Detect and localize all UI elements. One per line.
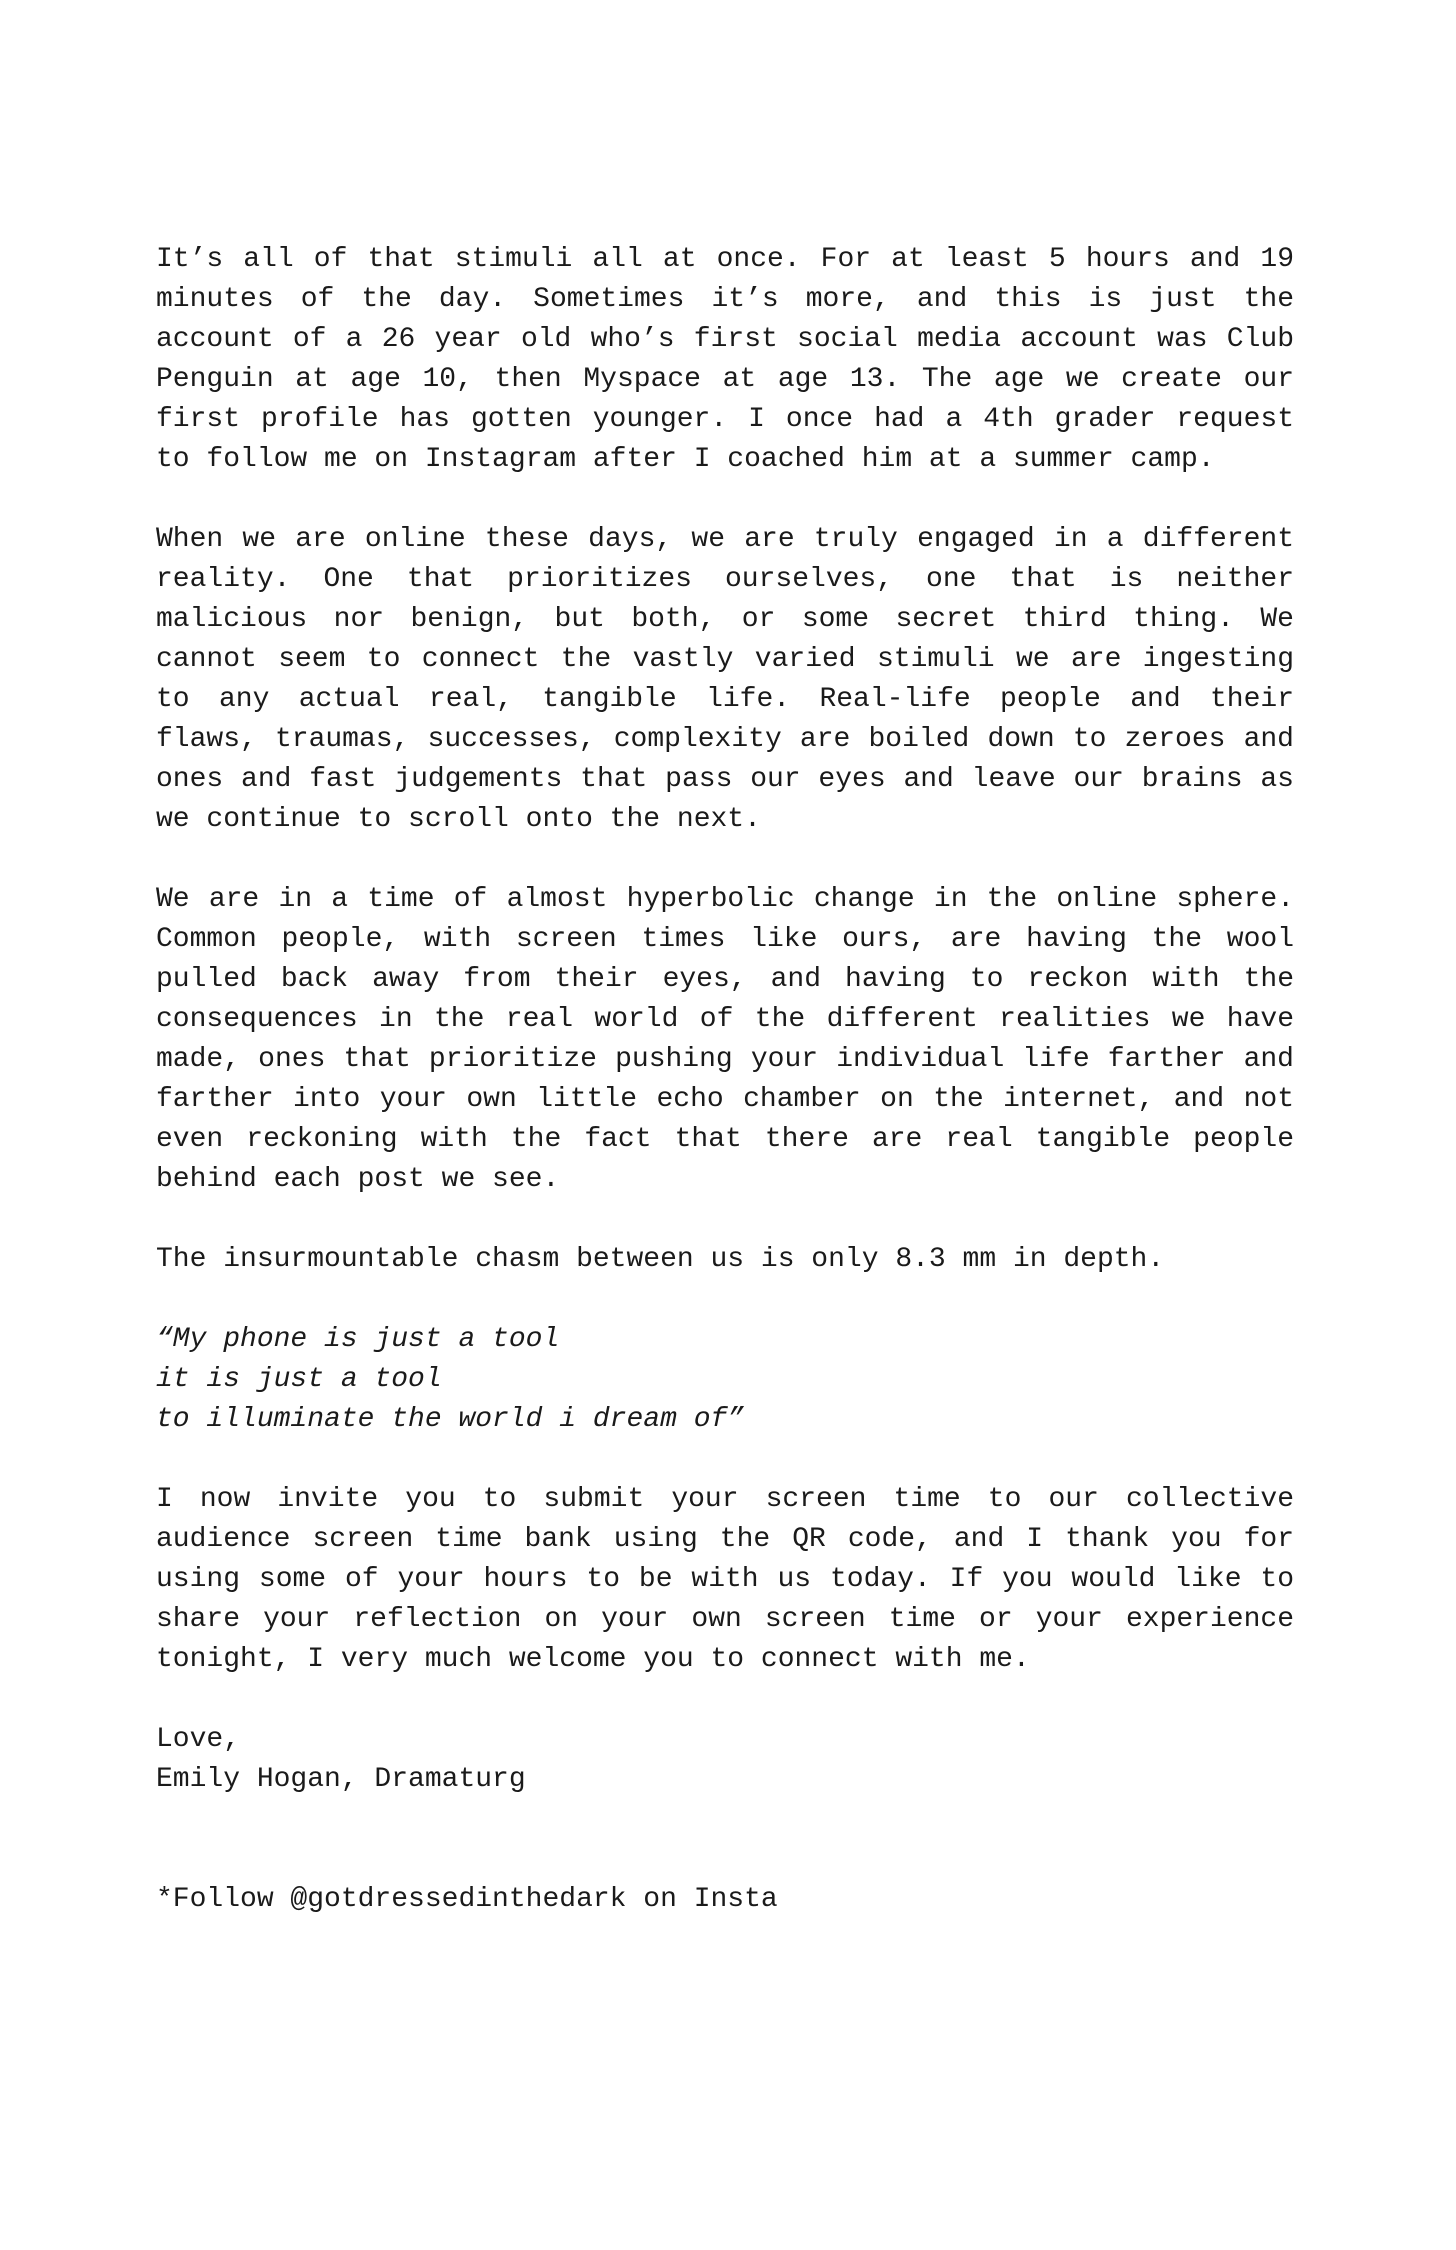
paragraph-chasm: The insurmountable chasm between us is only 8.3 mm in depth. — [156, 1244, 1165, 1275]
poem-line: “My phone is just a tool — [156, 1324, 560, 1355]
poem-quote — [156, 1320, 1294, 1440]
footnote-instagram: *Follow @gotdressedinthedark on Insta — [156, 1884, 778, 1915]
signoff — [156, 1720, 1294, 1800]
paragraph-stimuli: It’s all of that stimuli all at once. For at least 5 hours and 19 minutes of the day. Sometimes it’s more, and this is just the account of a 26 year old who’s first social media account was Club Penguin at age 10, then Myspace at age 13. The age we create our first profile has gotten younger. I once had a 4th grader request to follow me on Instagram after I coached him at a summer camp. — [156, 244, 1294, 475]
poem-line: to illuminate the world i dream of” — [156, 1404, 745, 1435]
paragraph-online-reality: When we are online these days, we are truly engaged in a different reality. One that prioritizes ourselves, one that is neither malicious nor benign, but both, or some secret third thing. We cannot seem to connect the vastly varied stimuli we are ingesting to any actual real, tangible life. Real-life people and their flaws, traumas, successes, complexity are boiled down to zeroes and ones and fast judgements that pass our eyes and leave our brains as we continue to scroll onto the next. — [156, 524, 1294, 835]
signoff-greeting: Love, — [156, 1724, 241, 1755]
letter-body — [156, 240, 1294, 1920]
poem-line: it is just a tool — [156, 1364, 442, 1395]
paragraph-hyperbolic-change: We are in a time of almost hyperbolic change in the online sphere. Common people, with screen times like ours, are having the wool pulled back away from their eyes, and having to reckon with the consequences in the real world of the different realities we have made, ones that prioritize pushing your individual life farther and farther into your own little echo chamber on the internet, and not even reckoning with the fact that there are real tangible people behind each post we see. — [156, 884, 1294, 1195]
signoff-author: Emily Hogan, Dramaturg — [156, 1764, 526, 1795]
paragraph-invitation: I now invite you to submit your screen time to our collective audience screen time bank using the QR code, and I thank you for using some of your hours to be with us today. If you would like to share your reflection on your own screen time or your experience tonight, I very much welcome you to connect with me. — [156, 1484, 1294, 1675]
